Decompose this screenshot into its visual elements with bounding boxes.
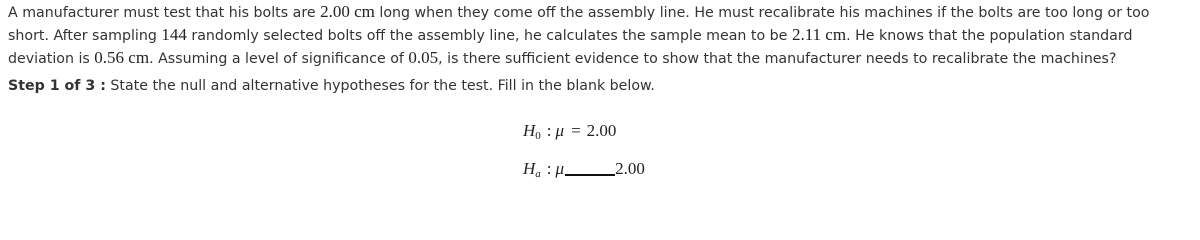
problem-text: A manufacturer must test that his bolts are bbox=[8, 5, 321, 21]
alternative-hypothesis bbox=[523, 158, 645, 180]
hypothesis-relation: = bbox=[571, 121, 581, 140]
hypothesis-parameter: μ bbox=[555, 121, 565, 140]
hypothesis-colon: : bbox=[546, 121, 552, 140]
hypothesis-colon: : bbox=[546, 159, 552, 178]
hypothesis-subscript: 0 bbox=[535, 130, 541, 142]
null-hypothesis bbox=[523, 121, 616, 142]
hypothesis-symbol: H bbox=[523, 159, 536, 178]
math-sample-size: 144 bbox=[161, 25, 187, 44]
hypothesis-subscript: a bbox=[535, 168, 541, 180]
problem-text: . He knows that the population standard deviation is bbox=[8, 28, 1133, 67]
problem-text: randomly selected bolts off the assembly line, he calculates the sample mean to be bbox=[186, 28, 792, 44]
hypothesis-value: 2.00 bbox=[615, 159, 645, 178]
hypothesis-parameter: μ bbox=[555, 159, 565, 178]
step-label: Step 1 of 3 : bbox=[8, 78, 106, 94]
step-header bbox=[8, 76, 655, 96]
problem-statement bbox=[8, 1, 1194, 70]
math-sample-mean: 2.11 cm bbox=[791, 25, 847, 44]
hypothesis-symbol: H bbox=[523, 121, 536, 140]
problem-text: long when they come off the assembly line. He must recalibrate his machines if the bolts are too long or too short. After sampling bbox=[8, 5, 1150, 44]
problem-text: . Assuming a level of significance of bbox=[149, 51, 409, 67]
math-significance: 0.05 bbox=[408, 48, 439, 67]
relation-blank-input[interactable] bbox=[565, 158, 615, 176]
hypothesis-value: 2.00 bbox=[586, 121, 617, 140]
math-target-length: 2.00 cm bbox=[320, 2, 375, 21]
step-instruction: State the null and alternative hypotheses for the test. Fill in the blank below. bbox=[110, 78, 655, 94]
problem-text: , is there sufficient evidence to show that the manufacturer needs to recalibrate the machines? bbox=[438, 51, 1117, 67]
math-std-dev: 0.56 cm bbox=[94, 48, 150, 67]
